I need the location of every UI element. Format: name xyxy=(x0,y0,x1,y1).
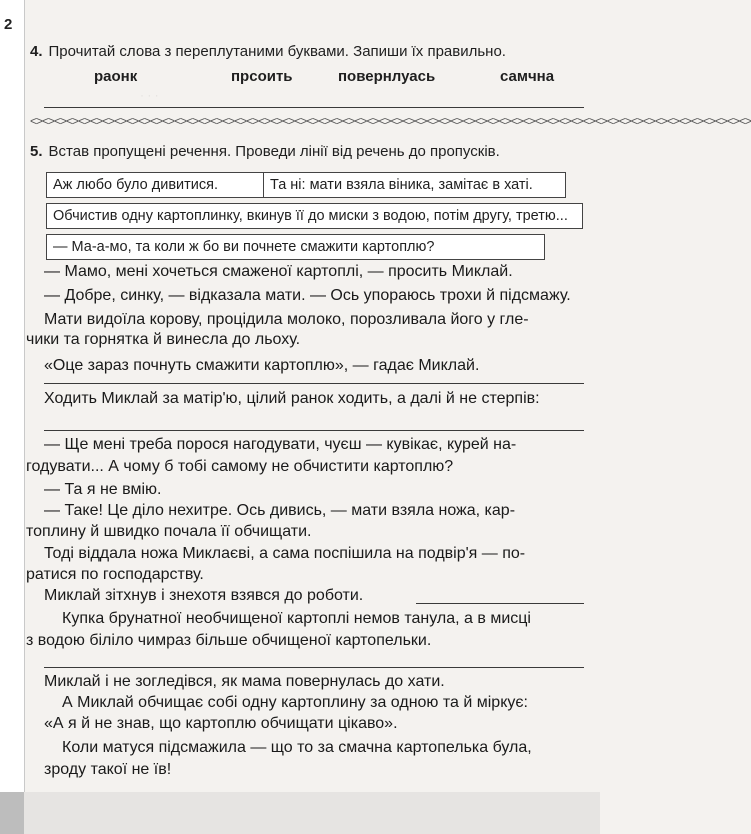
scrambled-word: раонк xyxy=(94,68,138,85)
sentence-box[interactable]: — Ма-а-мо, та коли ж бо ви почнете смажити картоплю? xyxy=(46,234,545,260)
bleed-through-text: · · · xyxy=(140,88,159,102)
worksheet-content xyxy=(24,0,751,834)
story-line: Миклай і не зогледівся, як мама повернулась до хати. xyxy=(44,673,445,690)
gap-line[interactable] xyxy=(416,603,584,604)
story-line: — Мамо, мені хочеться смаженої картоплі, — просить Миклай. xyxy=(44,263,513,280)
scrambled-words-row xyxy=(24,68,600,90)
task4-number: 4. xyxy=(30,43,43,60)
story-line: чики та горнятка й винесла до льоху. xyxy=(26,331,301,348)
page-bottom-strip xyxy=(24,792,600,834)
task5-instruction: Встав пропущені речення. Проведи лінії від речень до пропусків. xyxy=(48,143,500,160)
task4-instruction: Прочитай слова з переплутаними буквами. Запиши їх правильно. xyxy=(48,43,506,60)
story-line: топлину й швидко почала її обчищати. xyxy=(26,523,312,540)
story-line: зроду такої не їв! xyxy=(44,761,172,778)
task4-heading xyxy=(30,43,506,60)
story-line: з водою біліло чимраз більше обчищеної картопельки. xyxy=(26,632,432,649)
gap-line[interactable] xyxy=(44,430,584,431)
task5-heading xyxy=(30,143,500,160)
scrambled-word: самчна xyxy=(500,68,555,85)
page-margin xyxy=(0,0,25,834)
story-line: Тоді віддала ножа Миклаєві, а сама поспішила на подвір'я — по- xyxy=(44,545,526,562)
decorative-divider: <><><><><><><><><><><><><><><><><><><><><><><><><><><><><><><><><><><><><><><><><><><><><><><><><><><><><><><><><><><><> xyxy=(30,114,751,128)
answer-line-task4[interactable] xyxy=(44,107,584,108)
gap-line[interactable] xyxy=(44,383,584,384)
story-line: — Таке! Це діло нехитре. Ось дивись, — мати взяла ножа, кар- xyxy=(44,502,516,519)
sentence-box[interactable]: Аж любо було дивитися. xyxy=(46,172,264,198)
story-line: — Добре, синку, — відказала мати. — Ось упораюсь трохи й підсмажу. xyxy=(44,287,571,304)
story-line: «Оце зараз почнуть смажити картоплю», — гадає Миклай. xyxy=(44,357,480,374)
gap-line[interactable] xyxy=(44,667,584,668)
story-line: Мати видоїла корову, процідила молоко, порозливала його у гле- xyxy=(44,311,529,328)
story-line: ратися по господарству. xyxy=(26,566,204,583)
story-line: «А я й не знав, що картоплю обчищати цікаво». xyxy=(44,715,398,732)
story-line: — Та я не вмію. xyxy=(44,481,162,498)
story-line: Ходить Миклай за матір'ю, цілий ранок ходить, а далі й не стерпів: xyxy=(44,390,540,407)
sentence-box[interactable]: Та ні: мати взяла віника, замітає в хаті. xyxy=(263,172,566,198)
task5-number: 5. xyxy=(30,143,43,160)
page-number: 2 xyxy=(4,16,13,33)
scrambled-word: повернлуась xyxy=(338,68,436,85)
scrambled-word: прсоить xyxy=(231,68,293,85)
story-line: — Ще мені треба порося нагодувати, чуєш — кувікає, курей на- xyxy=(44,436,517,453)
story-line: Миклай зітхнув і знехотя взявся до роботи. xyxy=(44,587,364,604)
story-line: А Миклай обчищає собі одну картоплину за одною та й міркує: xyxy=(62,694,528,711)
bottom-left-band xyxy=(0,792,24,834)
sentence-box[interactable]: Обчистив одну картоплинку, вкинув її до миски з водою, потім другу, третю... xyxy=(46,203,583,229)
story-line: годувати... А чому б тобі самому не обчистити картоплю? xyxy=(26,458,454,475)
story-line: Купка брунатної необчищеної картоплі немов танула, а в мисці xyxy=(62,610,531,627)
story-line: Коли матуся підсмажила — що то за смачна картопелька була, xyxy=(62,739,532,756)
